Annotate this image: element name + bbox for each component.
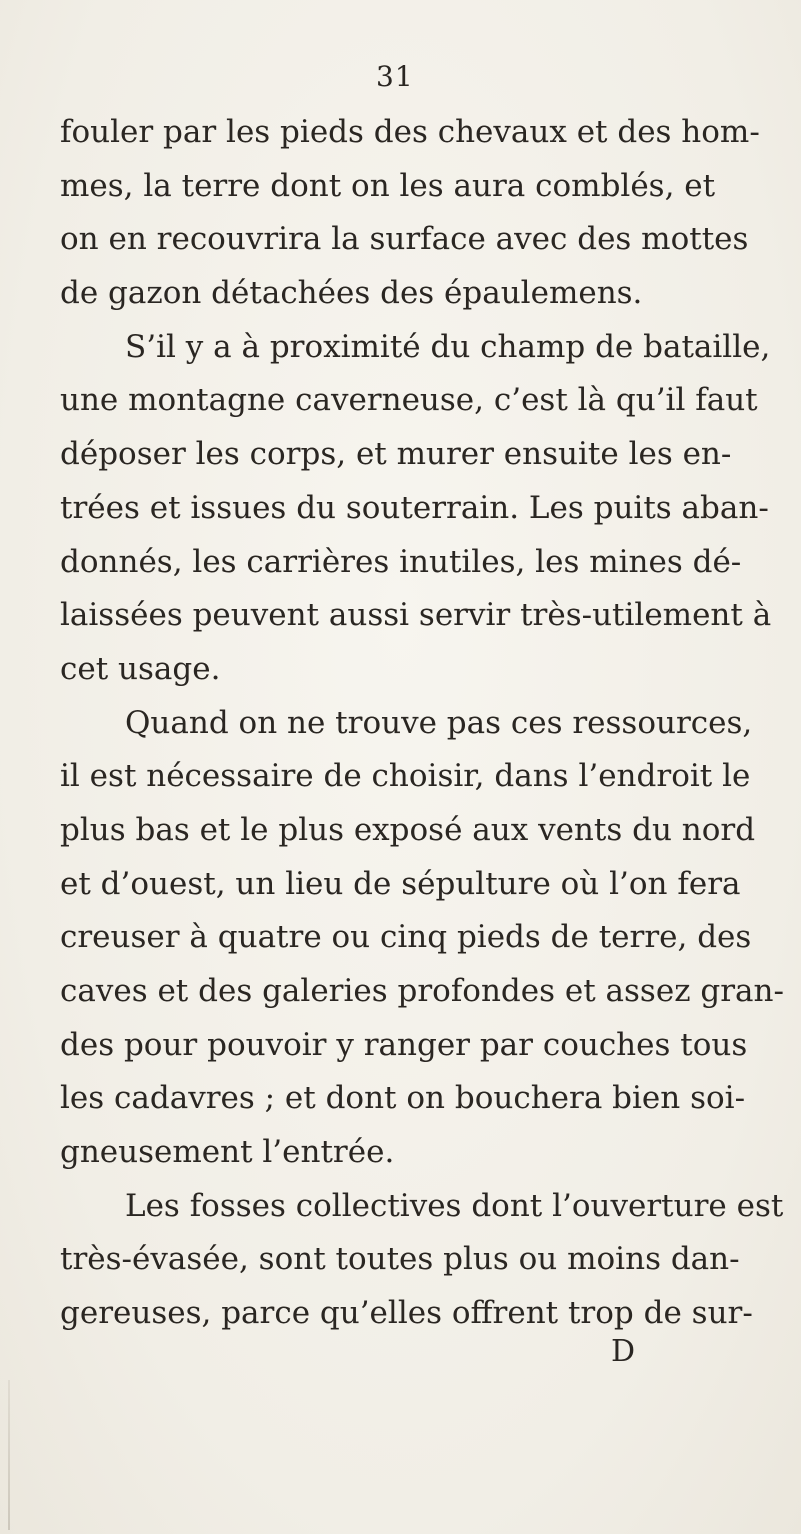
text-line: des pour pouvoir y ranger par couches tous: [60, 1026, 748, 1063]
catchword: D: [611, 1334, 636, 1369]
paragraph-start-line: S’il y a à proximité du champ de bataille,: [125, 328, 771, 365]
text-line: trées et issues du souterrain. Les puits aban-: [60, 489, 769, 526]
paragraph-start-line: Les fosses collectives dont l’ouverture est: [125, 1187, 784, 1224]
text-line: cet usage.: [60, 650, 221, 687]
text-line: on en recouvrira la surface avec des mottes: [60, 221, 749, 258]
text-line: mes, la terre dont on les aura comblés, et: [60, 167, 716, 204]
text-line: laissées peuvent aussi servir très-utilement à: [60, 597, 772, 634]
body-text: [60, 106, 784, 1341]
paragraph-start-line: Quand on ne trouve pas ces ressources,: [125, 704, 753, 741]
text-line: creuser à quatre ou cinq pieds de terre, des: [60, 919, 752, 956]
text-line: les cadavres ; et dont on bouchera bien soi-: [60, 1080, 746, 1117]
text-line: de gazon détachées des épaulemens.: [60, 275, 643, 312]
text-line: plus bas et le plus exposé aux vents du nord: [60, 811, 756, 848]
page-number: 31: [376, 60, 414, 93]
text-line: gereuses, parce qu’elles offrent trop de sur-: [60, 1295, 753, 1332]
text-line: très-évasée, sont toutes plus ou moins dan-: [60, 1241, 740, 1278]
text-line: gneusement l’entrée.: [60, 1134, 395, 1171]
page-edge-shadow: [8, 1380, 10, 1530]
text-line: déposer les corps, et murer ensuite les en-: [60, 436, 732, 473]
text-line: donnés, les carrières inutiles, les mines dé-: [60, 543, 742, 580]
text-line: il est nécessaire de choisir, dans l’endroit le: [60, 758, 751, 795]
text-line: fouler par les pieds des chevaux et des hom-: [60, 114, 760, 150]
text-line: une montagne caverneuse, c’est là qu’il faut: [60, 382, 758, 419]
text-line: caves et des galeries profondes et assez gran-: [60, 973, 784, 1009]
text-line: et d’ouest, un lieu de sépulture où l’on fera: [60, 865, 741, 902]
